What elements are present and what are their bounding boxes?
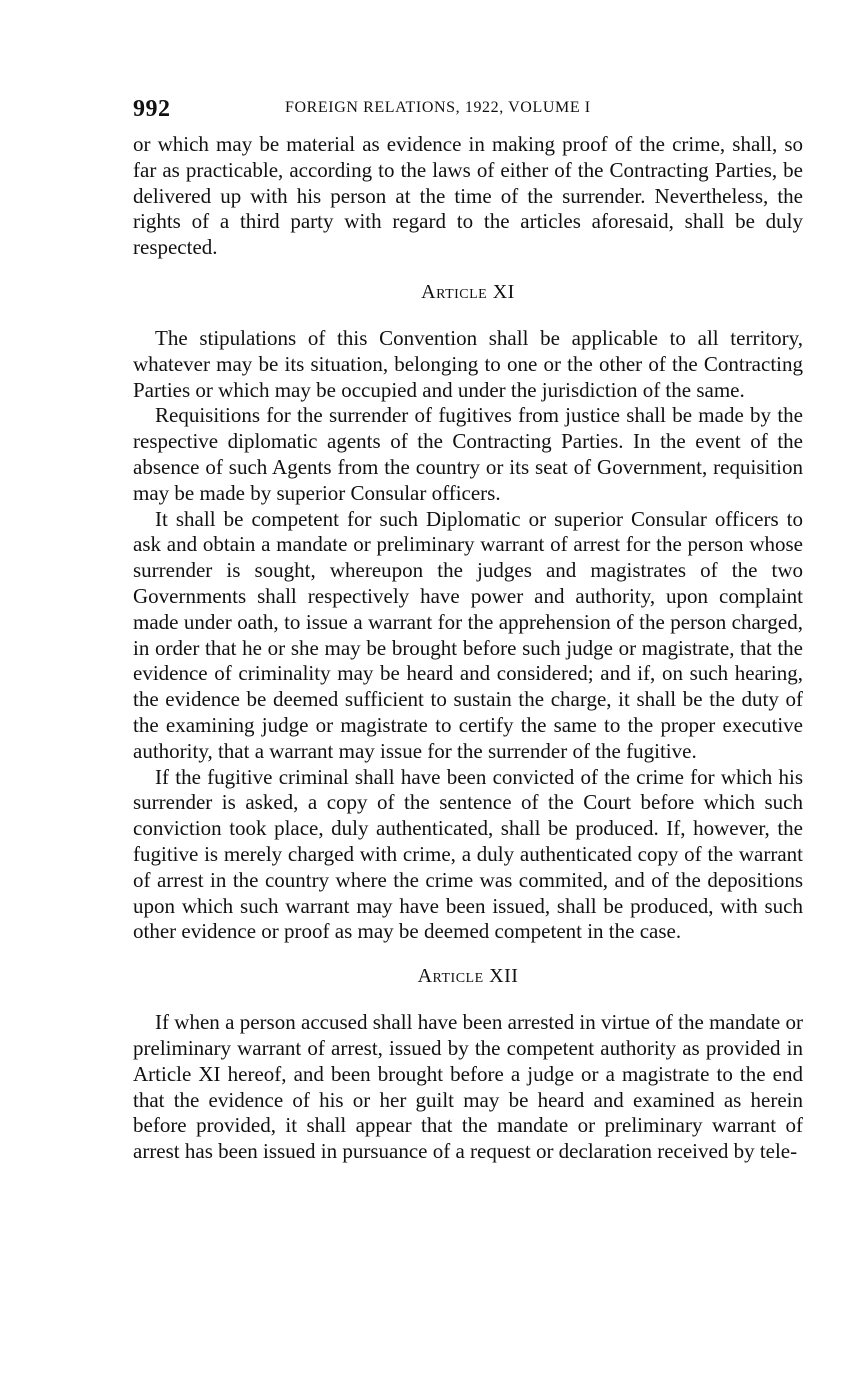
article-xi-paragraph-1: The stipulations of this Convention shall be applicable to all territory, whatever may be its situation, belonging to one or the other of the Contracting Parties or which may be occupied and under the jurisdiction of the same. (133, 325, 803, 402)
document-page (133, 96, 803, 1165)
running-head (133, 96, 803, 126)
article-xii-heading: Article XII (417, 965, 519, 988)
article-xi-paragraph-4: If the fugitive criminal shall have been convicted of the crime for which his surrender is asked, a copy of the sentence of the Court before which such conviction took place, duly authenticated, shall be produced. If, however, the fugitive is merely charged with crime, a duly authenticated copy of the warrant of arrest in the country where the crime was commited, and of the depositions upon which such warrant may have been issued, shall be produced, with such other evidence or proof as may be deemed competent in the case. (133, 764, 803, 944)
article-xi-paragraph-2: Requisitions for the surrender of fugitives from justice shall be made by the respective diplomatic agents of the Contracting Parties. In the event of the absence of such Agents from the country or its seat of Government, requisition may be made by superior Consular officers. (133, 403, 803, 505)
running-title: FOREIGN RELATIONS, 1922, VOLUME I (285, 99, 591, 116)
article-xii-paragraph-1: If when a person accused shall have been arrested in virtue of the mandate or preliminary warrant of arrest, issued by the competent authority as provided in Article XI hereof, and been brought before a judge or a magistrate to the end that the evidence of his or her guilt may be heard and examined as herein before provided, it shall appear that the mandate or preliminary warrant of arrest has been issued in pursuance of a request or declaration received by tele- (133, 1010, 803, 1164)
article-xi-heading: Article XI (421, 280, 515, 303)
page-number: 992 (133, 96, 171, 122)
continuation-paragraph: or which may be material as evidence in making proof of the crime, shall, so far as practicable, according to the laws of either of the Contracting Parties, be delivered up with his person at the time of the surrender. Nevertheless, the rights of a third party with regard to the articles aforesaid, shall be duly respected. (133, 132, 803, 260)
article-xi-paragraph-3: It shall be competent for such Diplomatic or superior Consular officers to ask and obtain a mandate or preliminary warrant of arrest for the person whose surrender is sought, whereupon the judges and magistrates of the two Governments shall respectively have power and authority, upon complaint made under oath, to issue a warrant for the apprehension of the person charged, in order that he or she may be brought before such judge or magistrate, that the evidence of criminality may be heard and considered; and if, on such hearing, the evidence be deemed sufficient to sustain the charge, it shall be the duty of the examining judge or magistrate to certify the same to the proper executive authority, that a warrant may issue for the surrender of the fugitive. (133, 506, 803, 763)
